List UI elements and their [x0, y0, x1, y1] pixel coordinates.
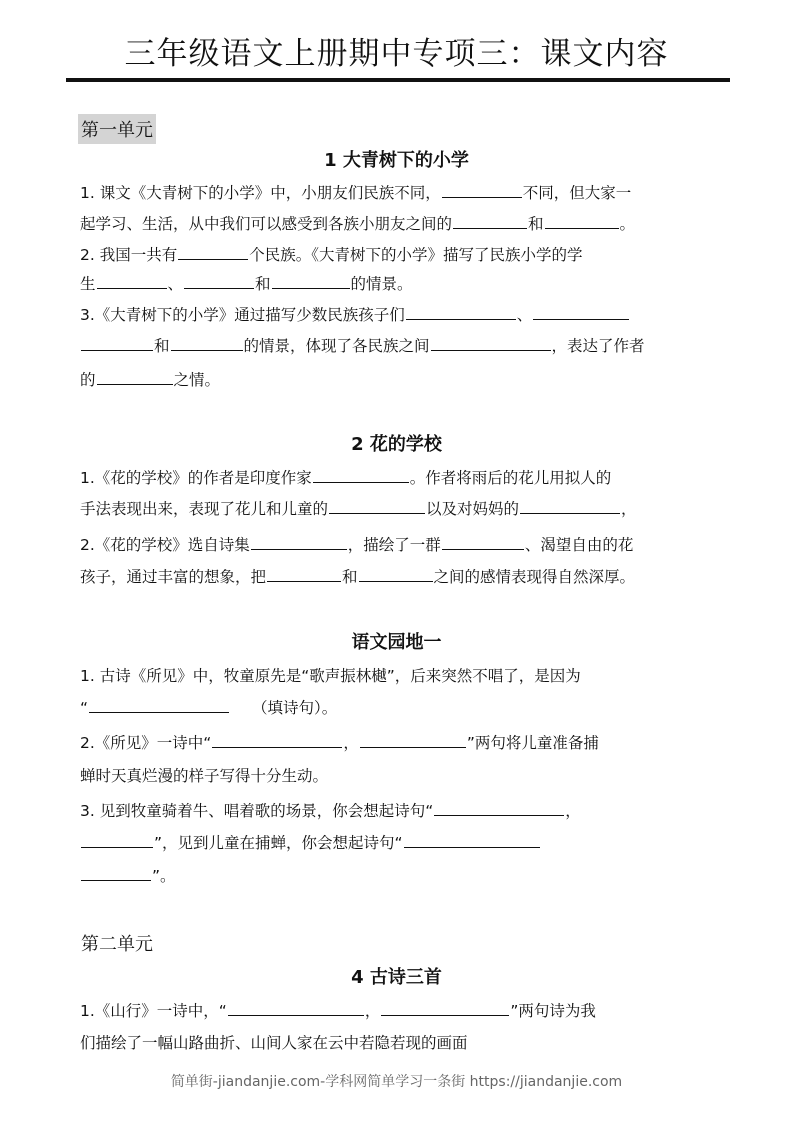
answer-blank[interactable]	[520, 498, 620, 515]
unit-heading-1: 第一单元	[78, 114, 156, 144]
question-line: 1. 古诗《所见》中，牧童原先是“歌声振林樾”，后来突然不唱了，是因为	[80, 667, 581, 685]
question-line: 1.《花的学校》的作者是印度作家 。作者将雨后的花儿用拟人的	[80, 466, 611, 488]
answer-blank[interactable]	[329, 498, 425, 515]
answer-blank[interactable]	[212, 732, 342, 749]
answer-blank[interactable]	[184, 273, 254, 290]
question-line: 手法表现出来，表现了花儿和儿童的 以及对妈妈的 ，	[80, 497, 637, 519]
answer-blank[interactable]	[404, 832, 540, 849]
answer-blank[interactable]	[81, 335, 153, 352]
answer-blank[interactable]	[545, 213, 619, 230]
question-line: ”。	[80, 864, 176, 886]
lesson-title-1: 1 大青树下的小学	[324, 150, 469, 171]
lesson-title-3: 语文园地一	[351, 632, 442, 653]
page-title: 三年级语文上册期中专项三：课文内容	[124, 36, 669, 72]
answer-blank[interactable]	[89, 697, 229, 714]
question-line: 2.《所见》一诗中“ ， ”两句将儿童准备捕	[80, 731, 599, 753]
answer-blank[interactable]	[442, 534, 524, 551]
answer-blank[interactable]	[313, 467, 409, 484]
answer-blank[interactable]	[453, 213, 527, 230]
question-line: “ （填诗句）。	[80, 696, 337, 718]
answer-blank[interactable]	[81, 865, 151, 882]
question-line: 2. 我国一共有 个民族。《大青树下的小学》描写了民族小学的学	[80, 243, 582, 265]
question-line: ”，见到儿童在捕蝉，你会想起诗句“	[80, 831, 541, 853]
answer-blank[interactable]	[228, 1000, 364, 1017]
answer-blank[interactable]	[360, 732, 466, 749]
question-line: 们描绘了一幅山路曲折、山间人家在云中若隐若现的画面	[80, 1034, 468, 1052]
answer-blank[interactable]	[171, 335, 243, 352]
title-divider	[66, 78, 730, 82]
question-line: 孩子，通过丰富的想象，把 和 之间的感情表现得自然深厚。	[80, 565, 635, 587]
answer-blank[interactable]	[381, 1000, 509, 1017]
question-line: 2.《花的学校》选自诗集 ，描绘了一群 、渴望自由的花	[80, 533, 633, 555]
answer-blank[interactable]	[81, 832, 153, 849]
answer-blank[interactable]	[251, 534, 347, 551]
answer-blank[interactable]	[431, 335, 551, 352]
question-line: 1.《山行》一诗中，“ ， ”两句诗为我	[80, 999, 596, 1021]
lesson-title-2: 2 花的学校	[351, 434, 442, 455]
answer-blank[interactable]	[97, 369, 173, 386]
answer-blank[interactable]	[272, 273, 350, 290]
lesson-title-4: 4 古诗三首	[351, 967, 442, 988]
unit-heading-2: 第二单元	[81, 934, 153, 955]
question-line: 和 的情景，体现了各民族之间 ，表达了作者	[80, 334, 645, 356]
answer-blank[interactable]	[97, 273, 167, 290]
answer-blank[interactable]	[178, 244, 248, 261]
footer-watermark: 简单街-jiandanjie.com-学科网简单学习一条街 https://jiandanjie.com	[170, 1074, 623, 1090]
question-line: 3. 见到牧童骑着牛、唱着歌的场景，你会想起诗句“ ，	[80, 799, 581, 821]
answer-blank[interactable]	[442, 182, 522, 199]
question-line: 生 、 和 的情景。	[80, 272, 413, 294]
answer-blank[interactable]	[359, 566, 433, 583]
question-line: 蝉时天真烂漫的样子写得十分生动。	[80, 767, 329, 785]
question-line: 的 之情。	[80, 368, 220, 390]
answer-blank[interactable]	[533, 304, 629, 321]
answer-blank[interactable]	[406, 304, 516, 321]
question-line: 1. 课文《大青树下的小学》中，小朋友们民族不同， 不同，但大家一	[80, 181, 631, 203]
question-line: 起学习、生活，从中我们可以感受到各族小朋友之间的 和 。	[80, 212, 635, 234]
answer-blank[interactable]	[267, 566, 341, 583]
answer-blank[interactable]	[434, 800, 564, 817]
question-line: 3.《大青树下的小学》通过描写少数民族孩子们 、	[80, 303, 630, 325]
